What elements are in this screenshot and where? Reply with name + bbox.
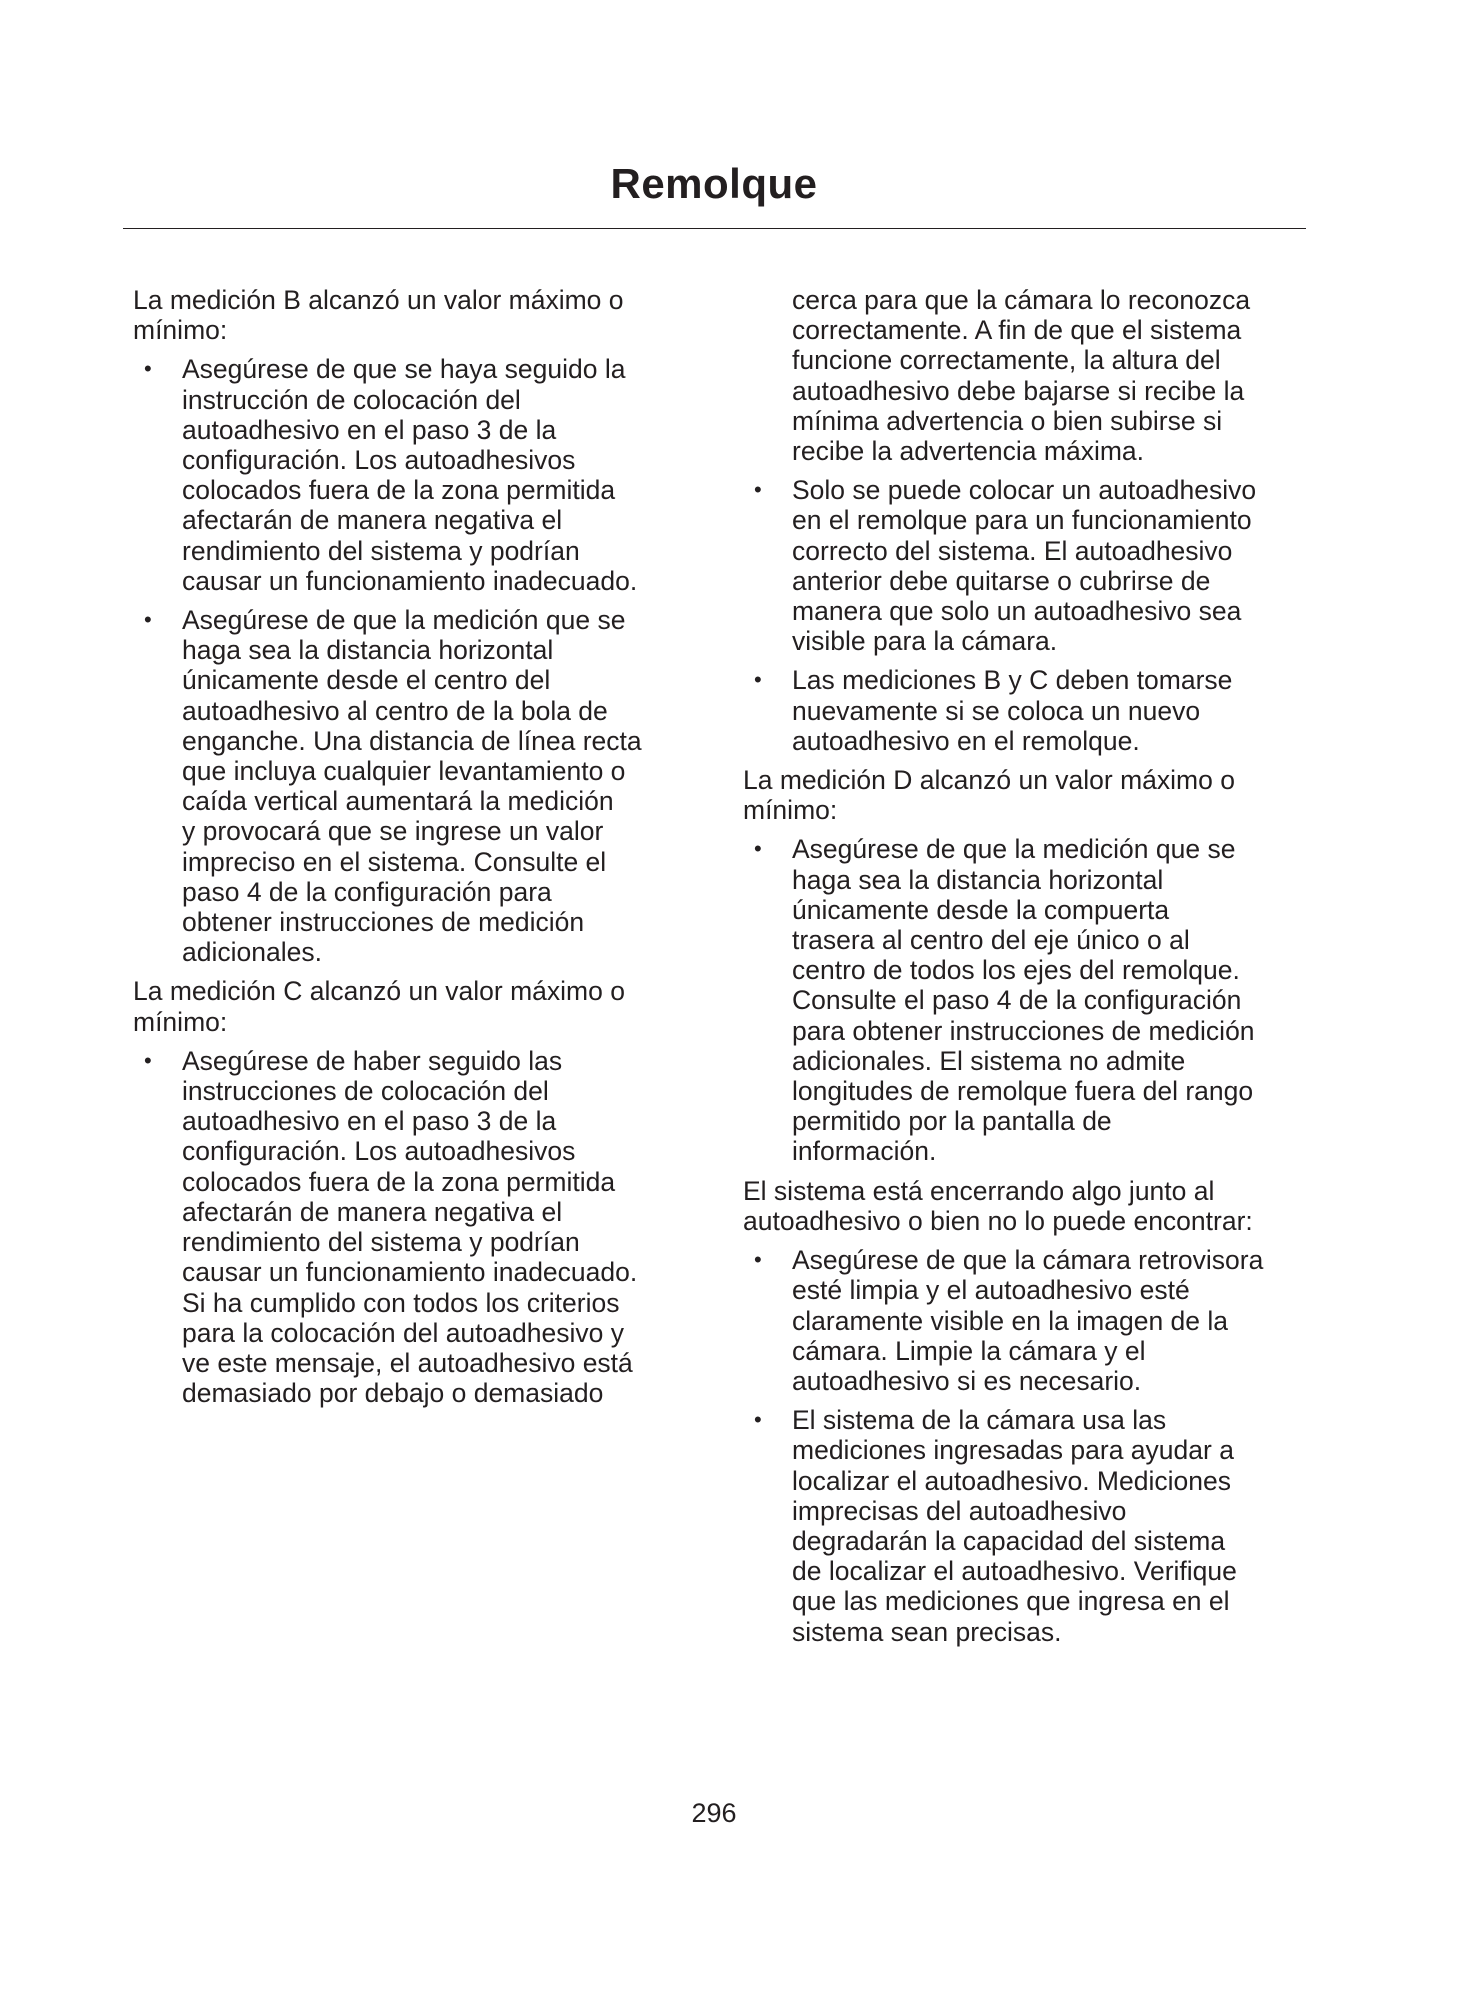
text-line: esté limpia y el autoadhesivo esté: [792, 1275, 1190, 1306]
bullet-icon: •: [754, 477, 762, 503]
bullet-continuation: [743, 285, 1323, 466]
text-line: autoadhesivo en el paso 3 de la: [182, 414, 557, 445]
text-line: adicionales. El sistema no admite: [792, 1045, 1186, 1076]
text-line: autoadhesivo en el remolque.: [792, 725, 1140, 756]
text-line: causar un funcionamiento inadecuado.: [182, 1257, 638, 1288]
text-line: que las mediciones que ingresa en el: [792, 1586, 1230, 1617]
text-line: El sistema está encerrando algo junto al: [743, 1175, 1215, 1206]
bullet-icon: •: [144, 356, 152, 382]
text-line: mediciones ingresadas para ayudar a: [792, 1435, 1234, 1466]
paragraph: [133, 285, 713, 345]
text-line: instrucciones de colocación del: [182, 1076, 549, 1107]
text-line: autoadhesivo al centro de la bola de: [182, 695, 608, 726]
text-line: de localizar el autoadhesivo. Verifique: [792, 1556, 1237, 1587]
text-line: mínima advertencia o bien subirse si: [792, 405, 1223, 436]
text-line: localizar el autoadhesivo. Mediciones: [792, 1465, 1231, 1496]
text-line: autoadhesivo o bien no lo puede encontrar:: [743, 1205, 1253, 1236]
text-line: Consulte el paso 4 de la configuración: [792, 985, 1242, 1016]
bullet-icon: •: [754, 836, 762, 862]
bullet-item: [743, 834, 1323, 1166]
text-line: anterior debe quitarse o cubrirse de: [792, 565, 1211, 596]
text-line: colocados fuera de la zona permitida: [182, 475, 616, 506]
text-line: Las mediciones B y C deben tomarse: [792, 665, 1233, 696]
bullet-item: [743, 1245, 1323, 1396]
paragraph: [743, 1176, 1323, 1236]
text-line: La medición D alcanzó un valor máximo o: [743, 765, 1235, 796]
bullet-item: [133, 354, 713, 596]
bullet-item: [133, 605, 713, 967]
bullet-icon: •: [144, 607, 152, 633]
text-line: cámara. Limpie la cámara y el: [792, 1335, 1146, 1366]
text-line: demasiado por debajo o demasiado: [182, 1378, 604, 1409]
text-line: rendimiento del sistema y podrían: [182, 1227, 580, 1258]
text-line: únicamente desde el centro del: [182, 665, 551, 696]
text-line: degradarán la capacidad del sistema: [792, 1525, 1226, 1556]
text-line: únicamente desde la compuerta: [792, 894, 1170, 925]
text-line: rendimiento del sistema y podrían: [182, 535, 580, 566]
text-line: Si ha cumplido con todos los criterios: [182, 1287, 620, 1318]
text-line: recibe la advertencia máxima.: [792, 436, 1145, 467]
text-line: Asegúrese de que se haya seguido la: [182, 354, 626, 385]
text-line: impreciso en el sistema. Consulte el: [182, 846, 607, 877]
text-line: para obtener instrucciones de medición: [792, 1015, 1255, 1046]
text-line: La medición B alcanzó un valor máximo o: [133, 285, 624, 315]
text-line: caída vertical aumentará la medición: [182, 786, 614, 817]
text-line: nuevamente si se coloca un nuevo: [792, 695, 1201, 726]
text-line: ve este mensaje, el autoadhesivo está: [182, 1347, 633, 1378]
text-line: autoadhesivo si es necesario.: [792, 1365, 1142, 1396]
text-line: haga sea la distancia horizontal: [792, 864, 1164, 895]
bullet-item: [133, 1046, 713, 1408]
header-rule: [123, 228, 1306, 229]
text-line: mínimo:: [133, 1006, 228, 1037]
text-line: El sistema de la cámara usa las: [792, 1405, 1167, 1436]
text-line: imprecisas del autoadhesivo: [792, 1495, 1127, 1526]
text-line: Asegúrese de haber seguido las: [182, 1045, 563, 1076]
text-line: visible para la cámara.: [792, 626, 1058, 657]
text-line: manera que solo un autoadhesivo sea: [792, 596, 1242, 627]
text-line: Asegúrese de que la medición que se: [792, 834, 1236, 865]
text-line: adicionales.: [182, 937, 322, 968]
text-line: claramente visible en la imagen de la: [792, 1305, 1229, 1336]
bullet-item: [743, 1405, 1323, 1647]
text-line: causar un funcionamiento inadecuado.: [182, 565, 638, 596]
text-line: Asegúrese de que la cámara retrovisora: [792, 1245, 1264, 1276]
text-line: sistema sean precisas.: [792, 1616, 1062, 1647]
text-line: autoadhesivo debe bajarse si recibe la: [792, 375, 1245, 406]
text-line: mínimo:: [133, 315, 228, 346]
text-line: enganche. Una distancia de línea recta: [182, 725, 642, 756]
bullet-icon: •: [754, 1247, 762, 1273]
text-line: longitudes de remolque fuera del rango: [792, 1076, 1254, 1107]
text-line: permitido por la pantalla de: [792, 1106, 1112, 1137]
text-line: afectarán de manera negativa el: [182, 1196, 563, 1227]
text-line: información.: [792, 1136, 937, 1167]
text-line: en el remolque para un funcionamiento: [792, 505, 1252, 536]
text-line: trasera al centro del eje único o al: [792, 925, 1190, 956]
text-line: instrucción de colocación del: [182, 384, 521, 415]
text-line: obtener instrucciones de medición: [182, 907, 585, 938]
page-number: 296: [691, 1798, 737, 1828]
text-line: configuración. Los autoadhesivos: [182, 445, 576, 476]
text-line: funcione correctamente, la altura del: [792, 345, 1221, 376]
text-line: para la colocación del autoadhesivo y: [182, 1317, 624, 1348]
text-line: configuración. Los autoadhesivos: [182, 1136, 576, 1167]
text-line: colocados fuera de la zona permitida: [182, 1166, 616, 1197]
bullet-item: [743, 665, 1323, 756]
text-line: Solo se puede colocar un autoadhesivo: [792, 475, 1257, 506]
bullet-icon: •: [754, 1407, 762, 1433]
text-line: afectarán de manera negativa el: [182, 505, 563, 536]
bullet-icon: •: [144, 1047, 152, 1073]
text-line: paso 4 de la configuración para: [182, 876, 552, 907]
text-line: Asegúrese de que la medición que se: [182, 605, 626, 636]
text-line: y provocará que se ingrese un valor: [182, 816, 604, 847]
paragraph: [743, 765, 1323, 825]
text-line: haga sea la distancia horizontal: [182, 635, 554, 666]
page-title: Remolque: [610, 160, 818, 207]
text-line: autoadhesivo en el paso 3 de la: [182, 1106, 557, 1137]
paragraph: [133, 976, 713, 1036]
text-line: mínimo:: [743, 795, 838, 826]
bullet-icon: •: [754, 667, 762, 693]
text-line: correcto del sistema. El autoadhesivo: [792, 535, 1233, 566]
text-line: que incluya cualquier levantamiento o: [182, 756, 626, 787]
text-line: cerca para que la cámara lo reconozca: [792, 285, 1251, 315]
text-line: centro de todos los ejes del remolque.: [792, 955, 1240, 986]
left-column: [133, 285, 713, 1408]
text-line: La medición C alcanzó un valor máximo o: [133, 976, 625, 1007]
bullet-item: [743, 475, 1323, 656]
right-column: [743, 285, 1323, 1647]
text-line: correctamente. A fin de que el sistema: [792, 315, 1242, 346]
